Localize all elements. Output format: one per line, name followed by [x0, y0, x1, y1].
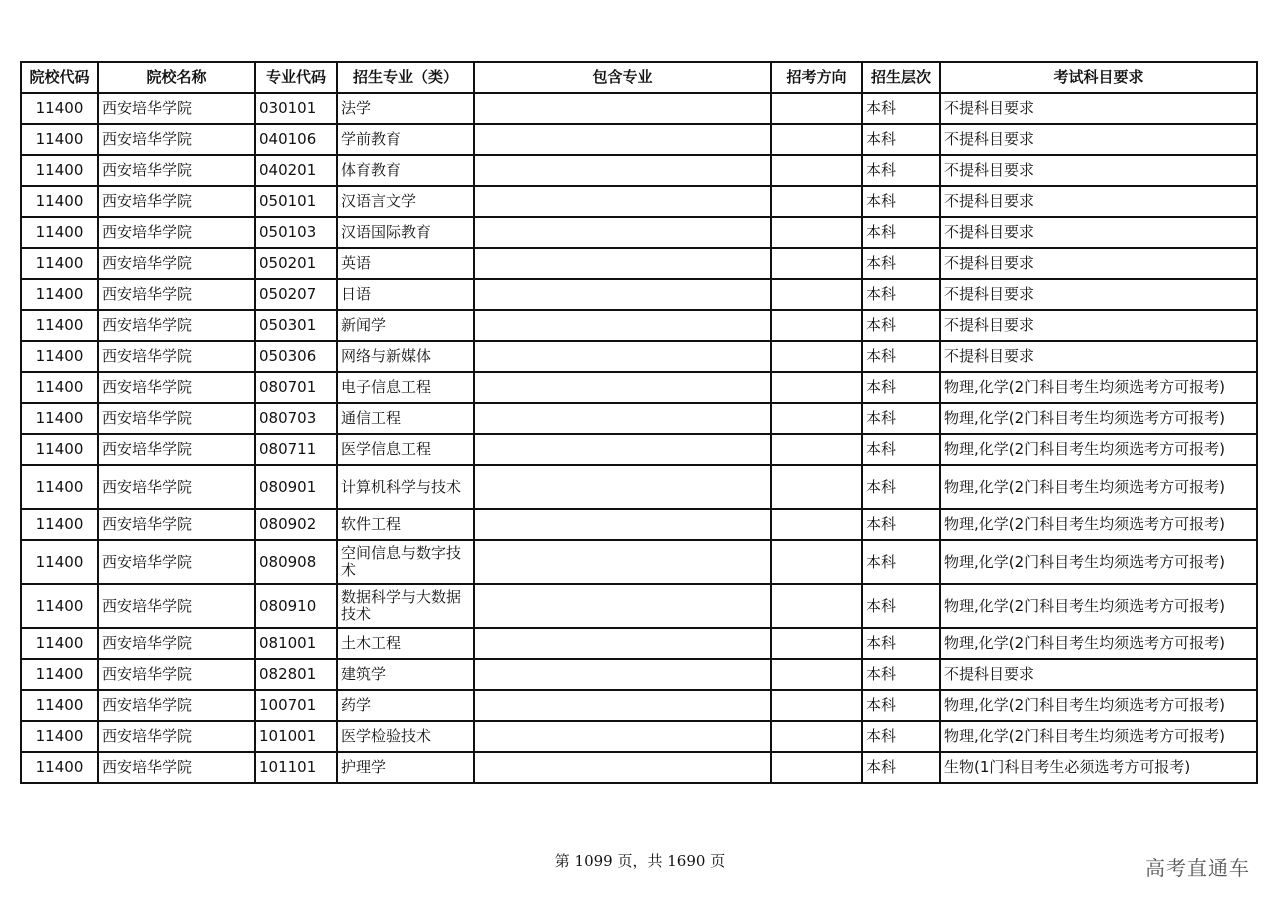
cell-included-majors [474, 93, 771, 124]
cell-direction [771, 155, 862, 186]
table-row [21, 124, 1257, 155]
cell-major-code: 082801 [255, 659, 337, 690]
cell-included-majors [474, 584, 771, 628]
cell-major: 日语 [337, 279, 474, 310]
header-level: 招生层次 [862, 62, 940, 93]
cell-level: 本科 [862, 752, 940, 783]
cell-direction [771, 659, 862, 690]
cell-major: 护理学 [337, 752, 474, 783]
cell-school-code: 11400 [21, 659, 98, 690]
table-row [21, 186, 1257, 217]
cell-included-majors [474, 310, 771, 341]
header-major-code: 专业代码 [255, 62, 337, 93]
cell-school-code: 11400 [21, 341, 98, 372]
cell-direction [771, 93, 862, 124]
cell-subject-requirements: 物理,化学(2门科目考生均须选考方可报考) [940, 509, 1257, 540]
cell-subject-requirements: 物理,化学(2门科目考生均须选考方可报考) [940, 540, 1257, 584]
cell-major: 软件工程 [337, 509, 474, 540]
cell-included-majors [474, 186, 771, 217]
cell-included-majors [474, 628, 771, 659]
cell-direction [771, 279, 862, 310]
header-school-code: 院校代码 [21, 62, 98, 93]
cell-major-code: 050201 [255, 248, 337, 279]
cell-level: 本科 [862, 465, 940, 509]
cell-included-majors [474, 659, 771, 690]
cell-level: 本科 [862, 155, 940, 186]
cell-major: 学前教育 [337, 124, 474, 155]
table-row [21, 248, 1257, 279]
table-row [21, 279, 1257, 310]
cell-included-majors [474, 217, 771, 248]
cell-level: 本科 [862, 659, 940, 690]
table-row [21, 628, 1257, 659]
table-row [21, 752, 1257, 783]
cell-direction [771, 310, 862, 341]
cell-direction [771, 403, 862, 434]
cell-major-code: 081001 [255, 628, 337, 659]
cell-school-name: 西安培华学院 [98, 93, 255, 124]
cell-level: 本科 [862, 248, 940, 279]
cell-direction [771, 721, 862, 752]
watermark: 高考直通车 [1145, 856, 1250, 880]
cell-major-code: 050306 [255, 341, 337, 372]
cell-school-name: 西安培华学院 [98, 155, 255, 186]
cell-subject-requirements: 不提科目要求 [940, 93, 1257, 124]
cell-school-code: 11400 [21, 310, 98, 341]
cell-level: 本科 [862, 721, 940, 752]
cell-subject-requirements: 物理,化学(2门科目考生均须选考方可报考) [940, 584, 1257, 628]
cell-direction [771, 372, 862, 403]
cell-major-code: 050301 [255, 310, 337, 341]
cell-major: 土木工程 [337, 628, 474, 659]
table-row [21, 155, 1257, 186]
cell-included-majors [474, 690, 771, 721]
cell-school-name: 西安培华学院 [98, 403, 255, 434]
table-row [21, 509, 1257, 540]
cell-school-code: 11400 [21, 721, 98, 752]
admissions-table [20, 61, 1258, 784]
cell-major: 建筑学 [337, 659, 474, 690]
cell-level: 本科 [862, 628, 940, 659]
cell-included-majors [474, 279, 771, 310]
cell-major-code: 080908 [255, 540, 337, 584]
header-major: 招生专业（类） [337, 62, 474, 93]
cell-school-code: 11400 [21, 372, 98, 403]
cell-major-code: 080910 [255, 584, 337, 628]
cell-subject-requirements: 物理,化学(2门科目考生均须选考方可报考) [940, 465, 1257, 509]
table-row [21, 217, 1257, 248]
cell-direction [771, 217, 862, 248]
cell-subject-requirements: 物理,化学(2门科目考生均须选考方可报考) [940, 690, 1257, 721]
cell-level: 本科 [862, 690, 940, 721]
cell-school-name: 西安培华学院 [98, 372, 255, 403]
cell-direction [771, 465, 862, 509]
cell-included-majors [474, 403, 771, 434]
cell-school-code: 11400 [21, 93, 98, 124]
cell-subject-requirements: 不提科目要求 [940, 310, 1257, 341]
cell-level: 本科 [862, 434, 940, 465]
cell-school-code: 11400 [21, 628, 98, 659]
cell-major: 体育教育 [337, 155, 474, 186]
table-row [21, 310, 1257, 341]
cell-school-name: 西安培华学院 [98, 248, 255, 279]
cell-major: 电子信息工程 [337, 372, 474, 403]
cell-major: 法学 [337, 93, 474, 124]
cell-school-code: 11400 [21, 155, 98, 186]
cell-major-code: 080701 [255, 372, 337, 403]
cell-school-code: 11400 [21, 465, 98, 509]
cell-level: 本科 [862, 279, 940, 310]
cell-school-code: 11400 [21, 217, 98, 248]
table-row [21, 372, 1257, 403]
cell-major-code: 080902 [255, 509, 337, 540]
cell-subject-requirements: 不提科目要求 [940, 217, 1257, 248]
cell-level: 本科 [862, 509, 940, 540]
table-row [21, 465, 1257, 509]
cell-major-code: 050101 [255, 186, 337, 217]
cell-major: 医学信息工程 [337, 434, 474, 465]
cell-subject-requirements: 不提科目要求 [940, 186, 1257, 217]
cell-direction [771, 584, 862, 628]
cell-school-code: 11400 [21, 752, 98, 783]
cell-school-code: 11400 [21, 403, 98, 434]
cell-major: 医学检验技术 [337, 721, 474, 752]
cell-school-code: 11400 [21, 509, 98, 540]
cell-school-name: 西安培华学院 [98, 217, 255, 248]
cell-level: 本科 [862, 341, 940, 372]
cell-level: 本科 [862, 540, 940, 584]
header-direction: 招考方向 [771, 62, 862, 93]
cell-included-majors [474, 721, 771, 752]
cell-subject-requirements: 不提科目要求 [940, 341, 1257, 372]
cell-major-code: 040106 [255, 124, 337, 155]
cell-included-majors [474, 434, 771, 465]
cell-school-name: 西安培华学院 [98, 465, 255, 509]
cell-included-majors [474, 124, 771, 155]
cell-major-code: 050207 [255, 279, 337, 310]
cell-subject-requirements: 物理,化学(2门科目考生均须选考方可报考) [940, 628, 1257, 659]
cell-school-name: 西安培华学院 [98, 509, 255, 540]
cell-subject-requirements: 生物(1门科目考生必须选考方可报考) [940, 752, 1257, 783]
cell-direction [771, 124, 862, 155]
cell-school-code: 11400 [21, 186, 98, 217]
table-row [21, 341, 1257, 372]
cell-school-name: 西安培华学院 [98, 659, 255, 690]
cell-included-majors [474, 155, 771, 186]
cell-direction [771, 540, 862, 584]
cell-major-code: 101001 [255, 721, 337, 752]
cell-level: 本科 [862, 584, 940, 628]
table-row [21, 434, 1257, 465]
table-header-row [21, 62, 1257, 93]
cell-direction [771, 248, 862, 279]
cell-included-majors [474, 465, 771, 509]
cell-major: 空间信息与数字技术 [337, 540, 474, 584]
cell-school-name: 西安培华学院 [98, 279, 255, 310]
cell-school-code: 11400 [21, 434, 98, 465]
cell-major-code: 080901 [255, 465, 337, 509]
cell-school-code: 11400 [21, 279, 98, 310]
cell-direction [771, 341, 862, 372]
cell-major-code: 080703 [255, 403, 337, 434]
cell-level: 本科 [862, 403, 940, 434]
cell-included-majors [474, 509, 771, 540]
cell-subject-requirements: 物理,化学(2门科目考生均须选考方可报考) [940, 372, 1257, 403]
header-included-majors: 包含专业 [474, 62, 771, 93]
cell-major: 数据科学与大数据技术 [337, 584, 474, 628]
table-row [21, 659, 1257, 690]
cell-major: 通信工程 [337, 403, 474, 434]
cell-major: 汉语言文学 [337, 186, 474, 217]
header-school-name: 院校名称 [98, 62, 255, 93]
cell-school-name: 西安培华学院 [98, 434, 255, 465]
cell-school-name: 西安培华学院 [98, 186, 255, 217]
cell-level: 本科 [862, 310, 940, 341]
cell-direction [771, 628, 862, 659]
cell-direction [771, 509, 862, 540]
cell-school-code: 11400 [21, 540, 98, 584]
cell-school-code: 11400 [21, 248, 98, 279]
cell-included-majors [474, 248, 771, 279]
cell-major-code: 030101 [255, 93, 337, 124]
table-row [21, 540, 1257, 584]
cell-major-code: 101101 [255, 752, 337, 783]
cell-school-code: 11400 [21, 690, 98, 721]
table-row [21, 93, 1257, 124]
cell-major-code: 040201 [255, 155, 337, 186]
cell-included-majors [474, 752, 771, 783]
table-row [21, 721, 1257, 752]
cell-major: 药学 [337, 690, 474, 721]
cell-level: 本科 [862, 217, 940, 248]
cell-included-majors [474, 372, 771, 403]
cell-school-name: 西安培华学院 [98, 124, 255, 155]
cell-direction [771, 186, 862, 217]
cell-direction [771, 434, 862, 465]
cell-subject-requirements: 物理,化学(2门科目考生均须选考方可报考) [940, 721, 1257, 752]
cell-level: 本科 [862, 124, 940, 155]
cell-major-code: 100701 [255, 690, 337, 721]
cell-major-code: 080711 [255, 434, 337, 465]
cell-direction [771, 690, 862, 721]
cell-subject-requirements: 不提科目要求 [940, 279, 1257, 310]
cell-level: 本科 [862, 186, 940, 217]
cell-level: 本科 [862, 372, 940, 403]
cell-major: 网络与新媒体 [337, 341, 474, 372]
cell-major: 计算机科学与技术 [337, 465, 474, 509]
cell-subject-requirements: 物理,化学(2门科目考生均须选考方可报考) [940, 403, 1257, 434]
cell-level: 本科 [862, 93, 940, 124]
cell-major: 英语 [337, 248, 474, 279]
cell-major-code: 050103 [255, 217, 337, 248]
cell-school-code: 11400 [21, 124, 98, 155]
cell-subject-requirements: 不提科目要求 [940, 659, 1257, 690]
cell-school-name: 西安培华学院 [98, 690, 255, 721]
cell-subject-requirements: 不提科目要求 [940, 155, 1257, 186]
table-row [21, 403, 1257, 434]
cell-direction [771, 752, 862, 783]
cell-school-name: 西安培华学院 [98, 628, 255, 659]
cell-subject-requirements: 不提科目要求 [940, 248, 1257, 279]
page-info: 第 1099 页，共 1690 页 [554, 852, 726, 870]
cell-included-majors [474, 540, 771, 584]
cell-school-name: 西安培华学院 [98, 584, 255, 628]
cell-subject-requirements: 物理,化学(2门科目考生均须选考方可报考) [940, 434, 1257, 465]
table-body [21, 93, 1257, 783]
cell-school-name: 西安培华学院 [98, 752, 255, 783]
header-subject-requirements: 考试科目要求 [940, 62, 1257, 93]
cell-school-name: 西安培华学院 [98, 341, 255, 372]
cell-major: 汉语国际教育 [337, 217, 474, 248]
cell-school-code: 11400 [21, 584, 98, 628]
cell-school-name: 西安培华学院 [98, 540, 255, 584]
table-row [21, 584, 1257, 628]
cell-major: 新闻学 [337, 310, 474, 341]
cell-school-name: 西安培华学院 [98, 310, 255, 341]
cell-school-name: 西安培华学院 [98, 721, 255, 752]
cell-subject-requirements: 不提科目要求 [940, 124, 1257, 155]
table-row [21, 690, 1257, 721]
cell-included-majors [474, 341, 771, 372]
